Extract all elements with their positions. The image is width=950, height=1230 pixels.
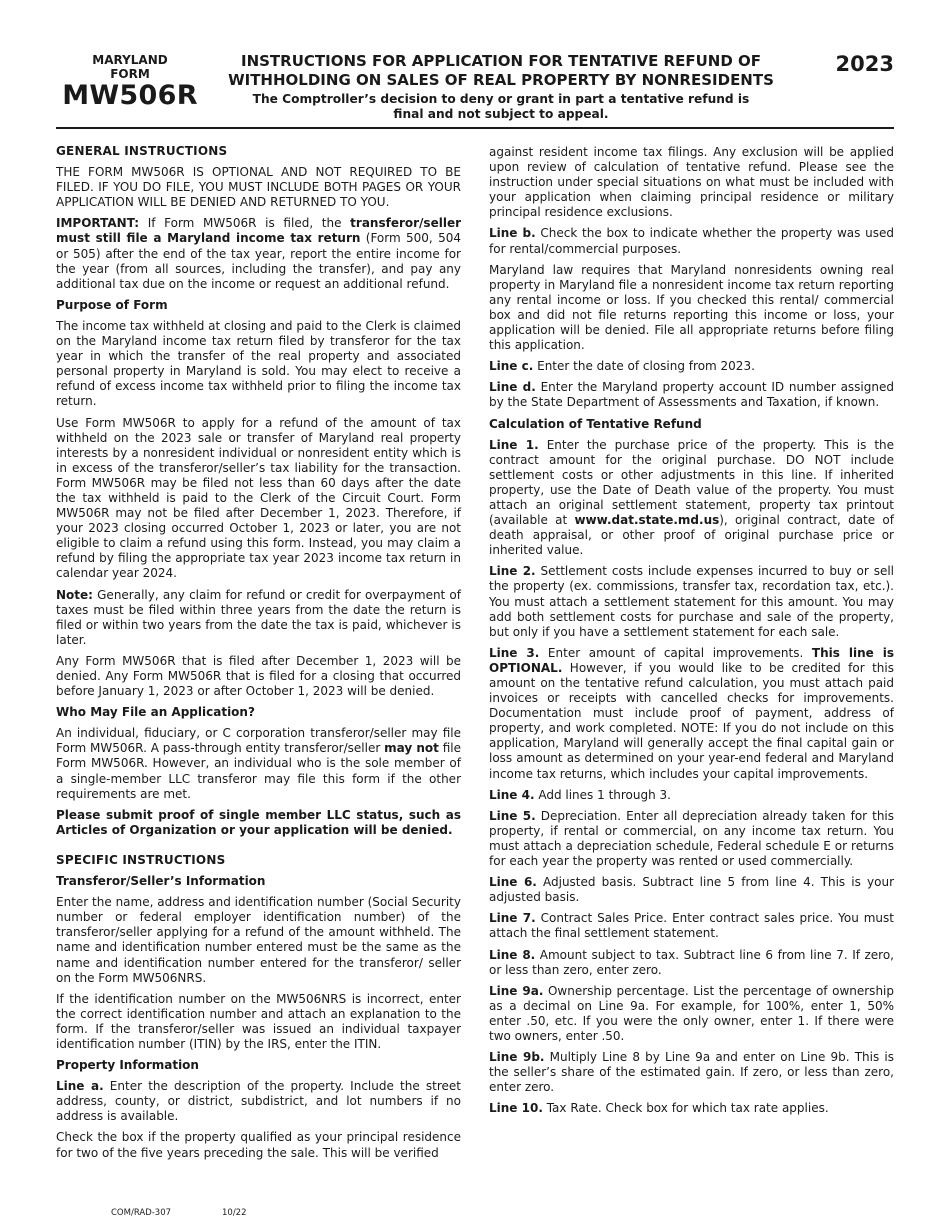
important-text-1: If Form MW506R is filed, the — [139, 216, 351, 231]
line-5-text: Depreciation. Enter all depreciation already taken for this property, if rental or commercial, on any income tax return. You must attach a depreciation schedule, Federal schedule E or returns for each year the property was rented or used commercially. — [489, 808, 895, 869]
line-d-label: Line d. — [489, 380, 536, 395]
line-6-paragraph — [489, 875, 894, 905]
line-2-text: Settlement costs include expenses incurred to buy or sell the property (ex. commissions, transfer tax, recordation tax, etc.). You must attach a settlement statement for this amount. You may add both settlement costs for purchase and sale of the property, but only if you have a settlement statement for each sale. — [489, 564, 894, 639]
line-c-paragraph — [489, 359, 894, 374]
header-divider — [56, 127, 894, 129]
line-10-text: Tax Rate. Check box for which tax rate applies. — [542, 1101, 829, 1116]
line-7-paragraph — [489, 911, 894, 941]
purpose-heading: Purpose of Form — [56, 297, 168, 312]
sdat-website-link[interactable]: www.dat.state.md.us — [574, 513, 720, 528]
line-8-label: Line 8. — [489, 947, 536, 962]
line-10-paragraph — [489, 1101, 894, 1116]
note-paragraph — [56, 588, 461, 648]
note-text: Generally, any claim for refund or credit for overpayment of taxes must be filed within three years from the date the return is filed or within two years from the date the tax is paid, whichever is later. — [56, 587, 461, 647]
continued-paragraph: against resident income tax filings. Any exclusion will be applied upon review of calculation of tentative refund. Please see the instruction under special situations on what must be included with your application when claiming principal residence or military principal residence exclusions. — [489, 145, 894, 220]
line-1-label: Line 1. — [489, 437, 539, 452]
line-7-text: Contract Sales Price. Enter contract sales price. You must attach the final settlement statement. — [489, 911, 894, 941]
line-4-paragraph — [489, 788, 894, 803]
line-4-text: Add lines 1 through 3. — [534, 787, 671, 802]
line-2-label: Line 2. — [489, 564, 536, 579]
who-bold-text: may not — [384, 741, 439, 756]
important-text-2: (Form 500, 504 or 505) after the end of the tax year, report the entire income for the year (from all sources, including the transfer), and pay any additional tax due on the income or request an additional refund. — [56, 231, 461, 291]
line-8-text: Amount subject to tax. Subtract line 6 from line 7. If zero, or less than zero, enter zero. — [489, 947, 894, 977]
important-bold-text: transferor/seller must still file a Maryland income tax return — [56, 216, 461, 246]
line-5-paragraph — [489, 809, 894, 869]
line-c-label: Line c. — [489, 359, 534, 374]
note-label: Note: — [56, 587, 93, 602]
line-a-label: Line a. — [56, 1079, 104, 1094]
transferor-heading: Transferor/Seller’s Information — [56, 874, 266, 889]
line-3-optional-note: This line is OPTIONAL. — [489, 645, 895, 675]
transferor-paragraph-1: Enter the name, address and identification number (Social Security number or federal employer identification number) of the transferor/seller applying for a refund of the amount withheld. The name and identification number entered must be the same as the name and identification number entered for the transferor/ seller on the Form MW506NRS. — [56, 895, 461, 985]
form-state: MARYLAND — [92, 53, 168, 67]
form-identifier — [56, 53, 204, 111]
who-may-file-heading: Who May File an Application? — [56, 705, 255, 720]
footer-revision-date: 10/22 — [222, 1208, 247, 1218]
line-3-label: Line 3. — [489, 645, 540, 660]
line-a-paragraph — [56, 1079, 461, 1124]
calculation-heading: Calculation of Tentative Refund — [489, 416, 702, 431]
maryland-law-paragraph: Maryland law requires that Maryland nonresidents owning real property in Maryland file a nonresident income tax return reporting any rental income or loss. If you checked this rental/ commercial box and did not file returns reporting this income or loss, your application will be denied. File all appropriate returns before filing this application. — [489, 262, 894, 353]
transferor-paragraph-2: If the identification number on the MW506NRS is incorrect, enter the correct identification number and attach an explanation to the form. If the transferor/seller was issued an individual taxpayer identification number (ITIN) by the IRS, enter the ITIN. — [56, 991, 461, 1051]
tax-year: 2023 — [835, 52, 894, 76]
line-1-paragraph — [489, 438, 894, 559]
form-word: FORM — [110, 67, 150, 81]
line-10-label: Line 10. — [489, 1101, 543, 1116]
title-line-1: INSTRUCTIONS FOR APPLICATION FOR TENTATIVE REFUND OF — [240, 52, 761, 70]
line-3-text-1: Enter amount of capital improvements. — [539, 645, 812, 660]
who-text-2: file Form MW506R. However, an individual who is the sole member of a single-member LLC transferor may file this form if the other requirements are met. — [56, 741, 461, 801]
footer-form-code: COM/RAD-307 — [111, 1208, 172, 1218]
general-instructions-heading: GENERAL INSTRUCTIONS — [56, 144, 228, 158]
line-1-text-1: Enter the purchase price of the property. This is the contract amount for the original purchase. DO NOT include settlement costs or other adjustments in this line. If inherited property, use the Date of Death value of the property. You must attach an original settlement statement, property tax printout (available at — [489, 437, 895, 528]
subtitle-line-1: The Comptroller’s decision to deny or grant in part a tentative refund is — [252, 92, 750, 106]
purpose-paragraph-1: The income tax withheld at closing and paid to the Clerk is claimed on the Maryland income tax return filed by transferor for the tax year in which the transfer of the real property and associated personal property in Maryland is sold. You may elect to receive a refund of excess income tax withheld prior to filing the income tax return. — [56, 318, 461, 409]
who-paragraph-1 — [56, 726, 461, 801]
line-8-paragraph — [489, 948, 894, 978]
line-a-text: Enter the description of the property. Include the street address, county, or district, subdistrict, and lot numbers if no address is available. — [56, 1079, 461, 1124]
line-9b-paragraph — [489, 1050, 894, 1095]
principal-residence-paragraph: Check the box if the property qualified as your principal residence for two of the five years preceding the sale. This will be verified — [56, 1130, 461, 1160]
line-9a-paragraph — [489, 984, 894, 1044]
form-number: MW506R — [62, 80, 198, 111]
line-1-text-2: ), original contract, date of death appraisal, or other proof of original purchase price or inherited value. — [489, 513, 894, 558]
line-9a-label: Line 9a. — [489, 983, 544, 998]
line-5-label: Line 5. — [489, 808, 536, 823]
line-9a-text: Ownership percentage. List the percentage of ownership as a decimal on Line 9a. For example, for 100%, enter 1, 50% enter .50, etc. If you were the only owner, enter 1. If there were two owners, enter .50. — [489, 983, 894, 1043]
right-column — [489, 145, 894, 1122]
line-b-label: Line b. — [489, 226, 536, 241]
important-label: IMPORTANT: — [56, 216, 140, 231]
line-3-text-2: However, if you would like to be credited for this amount on the tentative refund calculation, you must attach paid invoices or receipts with cancelled checks for improvements. Documentation must include proof of payment, address of property, and work completed. NOTE: If you do not include on this application, Maryland will generally accept the final capital gain or loss amount as determined on your year-end federal and Maryland income tax returns, which includes your capital improvements. — [489, 660, 894, 781]
line-b-paragraph — [489, 226, 894, 256]
line-c-text: Enter the date of closing from 2023. — [533, 359, 755, 374]
line-7-label: Line 7. — [489, 911, 536, 926]
line-b-text: Check the box to indicate whether the property was used for rental/commercial purposes. — [489, 226, 894, 256]
purpose-paragraph-3: Any Form MW506R that is filed after December 1, 2023 will be denied. Any Form MW506R that is filed for a closing that occurred before January 1, 2023 or after October 1, 2023 will be denied. — [56, 653, 461, 699]
line-3-paragraph — [489, 646, 894, 782]
line-4-label: Line 4. — [489, 787, 535, 802]
form-title-block — [206, 52, 796, 122]
title-line-2: WITHHOLDING ON SALES OF REAL PROPERTY BY NONRESIDENTS — [228, 71, 774, 89]
line-6-text: Adjusted basis. Subtract line 5 from line 4. This is your adjusted basis. — [489, 875, 895, 905]
left-column — [56, 144, 461, 1167]
subtitle — [206, 92, 796, 122]
form-header — [56, 48, 894, 128]
line-9b-text: Multiply Line 8 by Line 9a and enter on Line 9b. This is the seller’s share of the estimated gain. If zero, or less than zero, enter zero. — [489, 1050, 894, 1095]
line-d-text: Enter the Maryland property account ID number assigned by the State Department of Assessments and Taxation, if known. — [489, 380, 894, 410]
general-paragraph: THE FORM MW506R IS OPTIONAL AND NOT REQUIRED TO BE FILED. IF YOU DO FILE, YOU MUST INCLUDE BOTH PAGES OR YOUR APPLICATION WILL BE DENIED AND RETURNED TO YOU. — [56, 165, 461, 210]
property-heading: Property Information — [56, 1058, 199, 1073]
line-2-paragraph — [489, 564, 894, 639]
important-paragraph — [56, 216, 461, 291]
who-text-1: An individual, fiduciary, or C corporation transferor/seller may file Form MW506R. A pass-through entity transferor/seller — [56, 726, 461, 756]
who-paragraph-2: Please submit proof of single member LLC status, such as Articles of Organization or your application will be denied. — [56, 807, 461, 837]
line-6-label: Line 6. — [489, 875, 537, 890]
subtitle-line-2: final and not subject to appeal. — [393, 107, 609, 121]
line-d-paragraph — [489, 380, 894, 410]
line-9b-label: Line 9b. — [489, 1050, 545, 1065]
purpose-paragraph-2: Use Form MW506R to apply for a refund of the amount of tax withheld on the 2023 sale or transfer of Maryland real property interests by a nonresident individual or nonresident entity which is in excess of the transferor/seller’s tax liability for the transaction. Form MW506R may be filed not less than 60 days after the date the tax withheld is paid to the Clerk of the Circuit Court. Form MW506R may not be filed after December 1, 2023. Therefore, if your 2023 closing occurred October 1, 2023 or later, you are not eligible to claim a refund using this form. Instead, you may claim a refund by filing the appropriate tax year 2023 income tax return in calendar year 2024. — [56, 415, 461, 581]
specific-instructions-heading: SPECIFIC INSTRUCTIONS — [56, 852, 226, 867]
